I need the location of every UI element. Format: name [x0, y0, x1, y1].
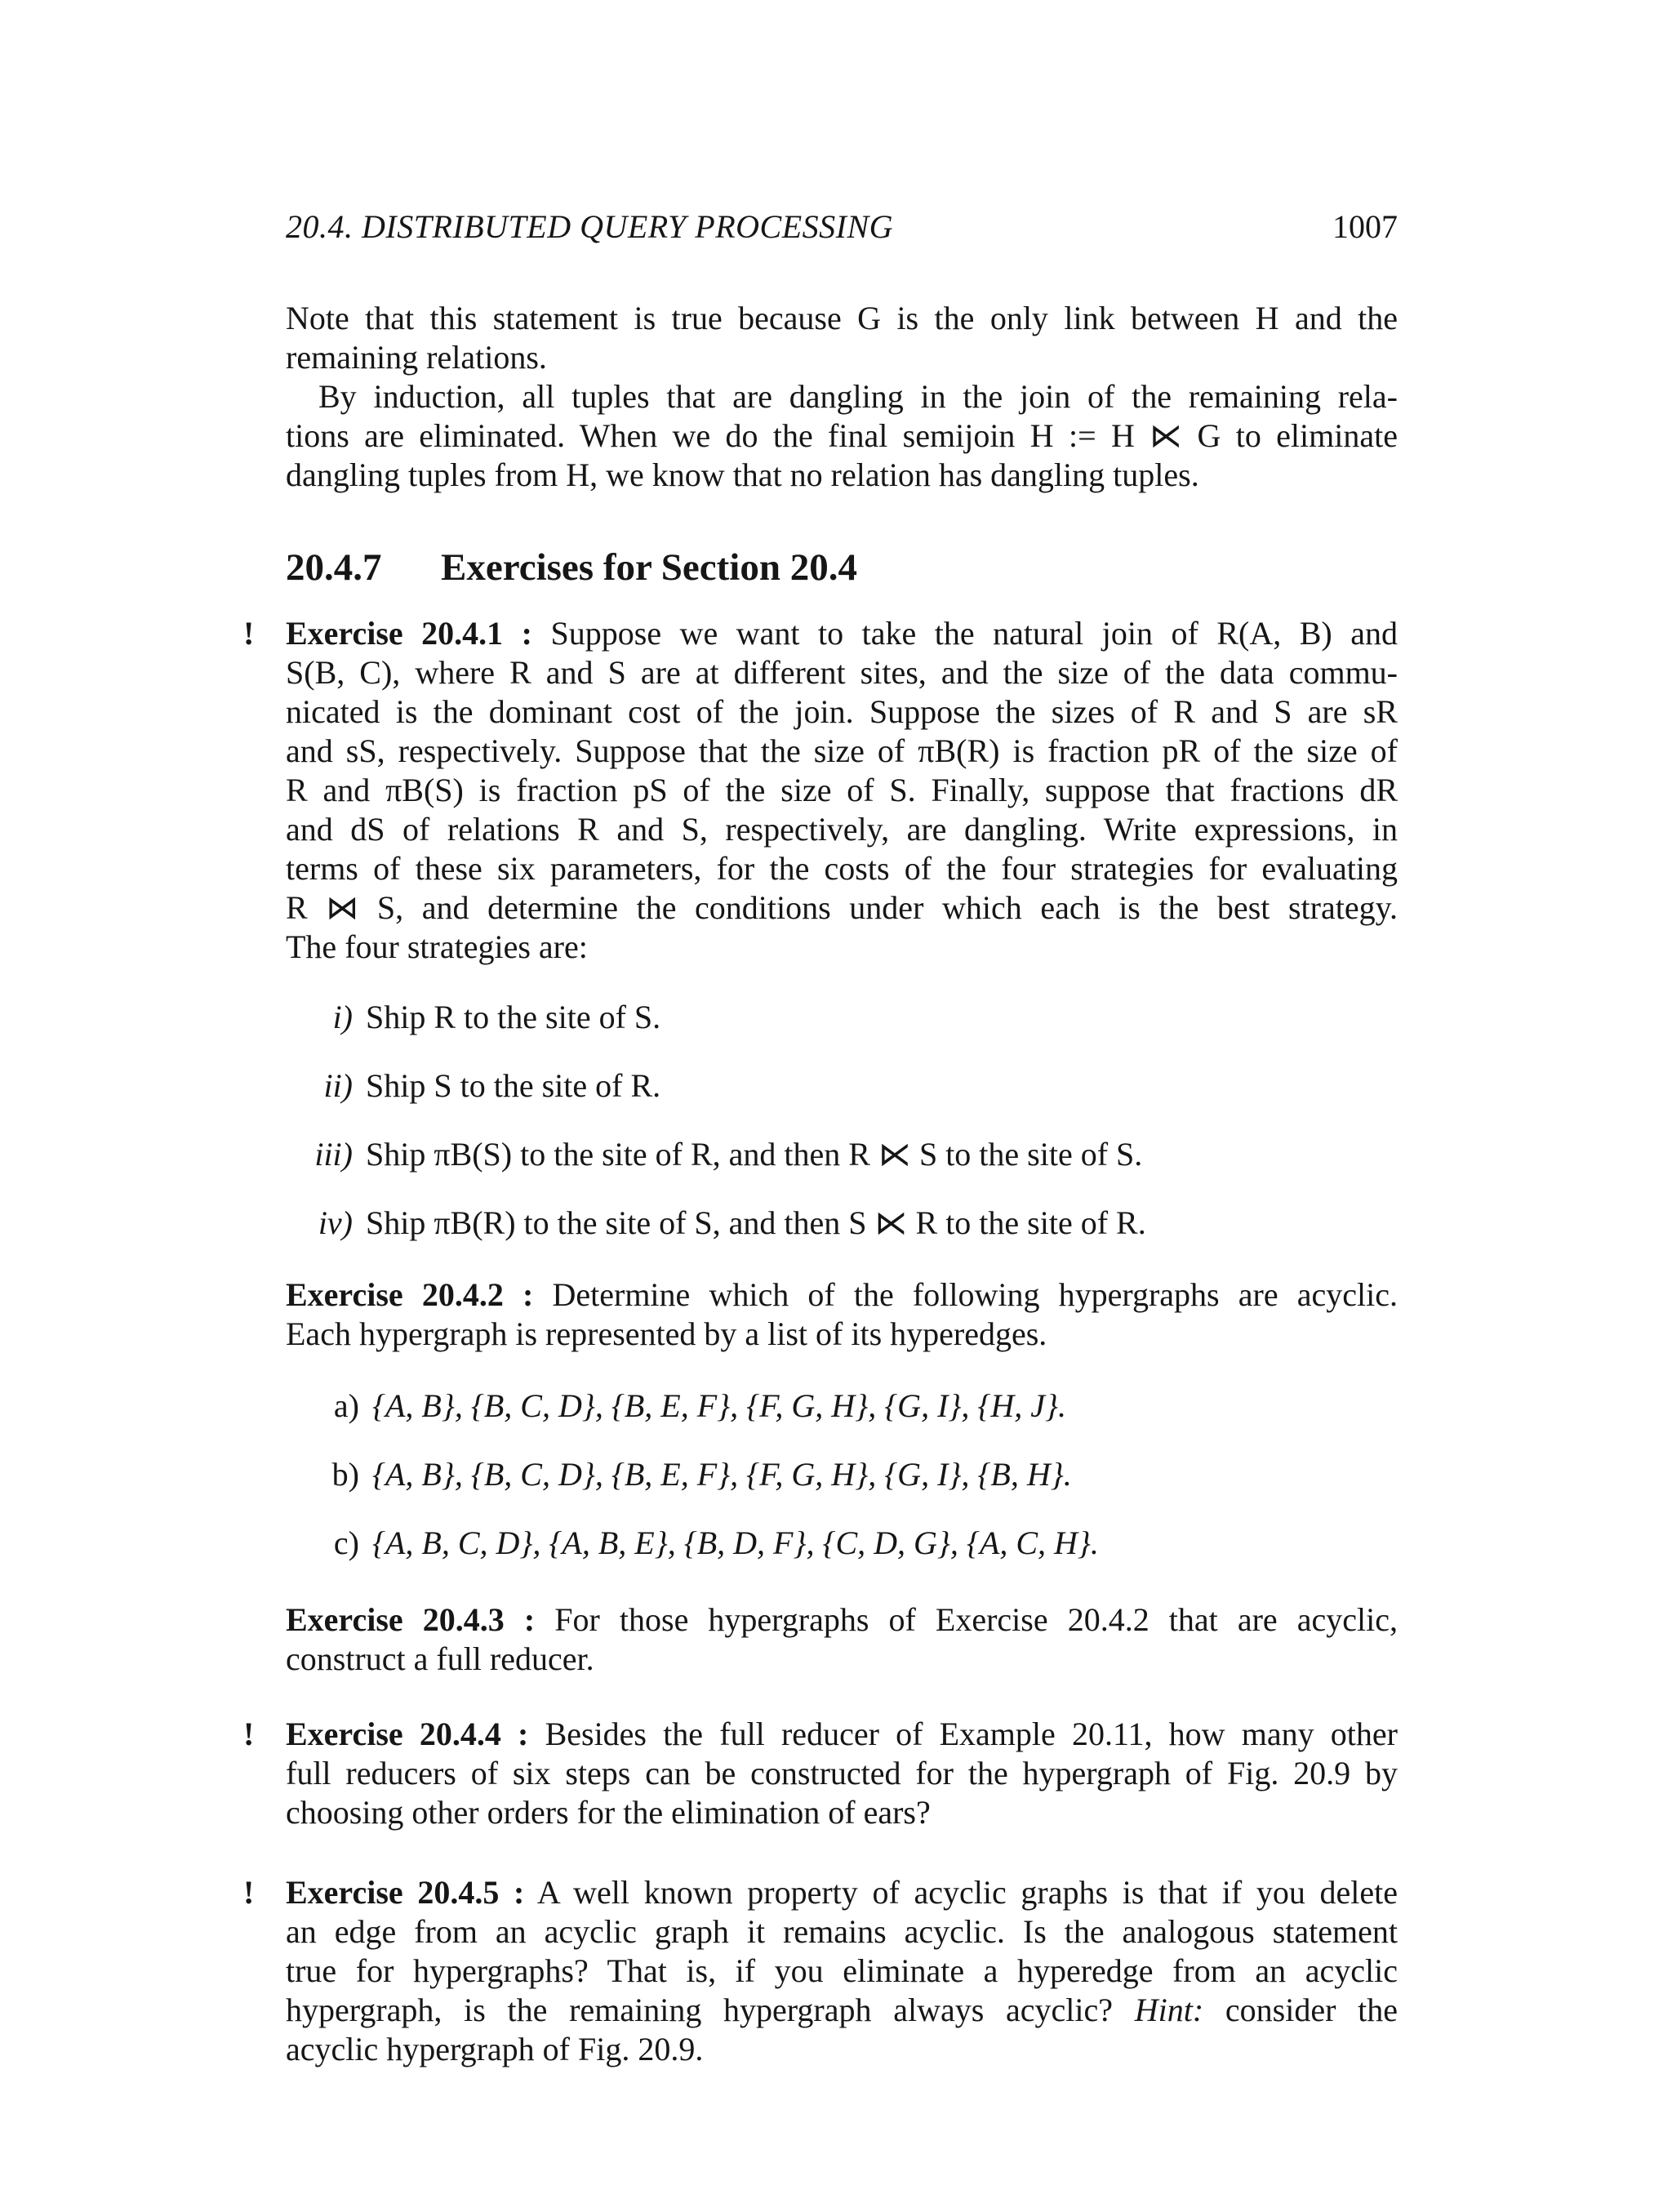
exercise-5-text: consider the	[1225, 1992, 1399, 2028]
intro-line-4: tions are eliminated. When we do the final semijoin H := H ⋉ G to eliminate	[286, 417, 1398, 454]
exercise-4-text: Besides the full reducer of Example 20.11, how many other	[545, 1716, 1398, 1752]
intro-line-3: By induction, all tuples that are dangling in the join of the remaining rela-	[318, 378, 1398, 415]
exercise-1-line-7: terms of these six parameters, for the costs of the four strategies for evaluating	[286, 850, 1398, 887]
list-item-label: c)	[333, 1524, 359, 1561]
hint-label: Hint:	[1134, 1992, 1204, 2028]
list-item-label: b)	[331, 1456, 359, 1493]
exercise-5-line-1	[286, 1873, 1398, 1912]
list-item-label: iii)	[314, 1136, 353, 1173]
list-item	[333, 1524, 1099, 1563]
exercise-2-line-2: Each hypergraph is represented by a list of its hyperedges.	[286, 1315, 1047, 1352]
list-item-text: Ship R to the site of S.	[366, 999, 661, 1035]
exercise-5-line-5: acyclic hypergraph of Fig. 20.9.	[286, 2031, 704, 2067]
difficulty-mark: !	[243, 615, 255, 652]
list-item	[318, 1204, 1146, 1243]
list-item-text: {A, B}, {B, C, D}, {B, E, F}, {F, G, H}, {G, I}, {B, H}.	[372, 1456, 1072, 1493]
exercise-3-line-2: construct a full reducer.	[286, 1640, 594, 1677]
difficulty-mark: !	[243, 1874, 255, 1911]
exercise-1-text: Suppose we want to take the natural join of R(A, B) and	[550, 615, 1398, 652]
exercise-4-label: Exercise 20.4.4 :	[286, 1716, 529, 1752]
intro-line-2: remaining relations.	[286, 339, 547, 376]
exercise-1-line-8: R ⋈ S, and determine the conditions under which each is the best strategy.	[286, 889, 1398, 926]
list-item-text: {A, B}, {B, C, D}, {B, E, F}, {F, G, H}, {G, I}, {H, J}.	[372, 1387, 1067, 1424]
exercise-1-label: Exercise 20.4.1 :	[286, 615, 533, 652]
exercise-5-line-4	[286, 1991, 1398, 2030]
list-item-label: iv)	[318, 1204, 353, 1241]
list-item-label: a)	[333, 1387, 359, 1424]
exercise-1-line-6: and dS of relations R and S, respectively, are dangling. Write expressions, in	[286, 811, 1398, 848]
exercise-1-line-2: S(B, C), where R and S are at different sites, and the size of the data commu-	[286, 654, 1398, 691]
intro-line-1: Note that this statement is true because G is the only link between H and the	[286, 300, 1398, 336]
list-item	[323, 1066, 661, 1106]
exercise-2-label: Exercise 20.4.2 :	[286, 1276, 534, 1313]
list-item-label: i)	[332, 999, 353, 1035]
exercise-1-line-9: The four strategies are:	[286, 928, 588, 965]
page-number: 1007	[1332, 208, 1398, 245]
exercise-3-text: For those hypergraphs of Exercise 20.4.2 that are acyclic,	[554, 1601, 1399, 1638]
exercise-3-label: Exercise 20.4.3 :	[286, 1601, 536, 1638]
section-heading	[286, 541, 857, 594]
list-item	[331, 1455, 1072, 1494]
list-item-text: Ship πB(S) to the site of R, and then R ⋉ S to the site of S.	[366, 1136, 1143, 1173]
exercise-1-line-3: nicated is the dominant cost of the join. Suppose the sizes of R and S are sR	[286, 693, 1398, 730]
running-head-title: 20.4. DISTRIBUTED QUERY PROCESSING	[286, 208, 894, 245]
list-item-text: Ship S to the site of R.	[366, 1067, 661, 1104]
running-head	[286, 204, 1398, 250]
exercise-4-line-3: choosing other orders for the elimination of ears?	[286, 1794, 931, 1831]
difficulty-mark: !	[243, 1716, 255, 1752]
section-title: Exercises for Section 20.4	[441, 546, 857, 589]
list-item-label: ii)	[323, 1067, 353, 1104]
exercise-5-label: Exercise 20.4.5 :	[286, 1874, 525, 1911]
exercise-1-line-4: and sS, respectively. Suppose that the size of πB(R) is fraction pR of the size of	[286, 732, 1398, 769]
intro-line-5: dangling tuples from H, we know that no relation has dangling tuples.	[286, 456, 1199, 493]
exercise-1-line-5: R and πB(S) is fraction pS of the size of S. Finally, suppose that fractions dR	[286, 772, 1398, 808]
exercise-3-line-1	[286, 1600, 1398, 1640]
exercise-4-line-1	[286, 1715, 1398, 1754]
list-item	[314, 1135, 1143, 1174]
exercise-2-text: Determine which of the following hypergraphs are acyclic.	[552, 1276, 1399, 1313]
exercise-4-line-2: full reducers of six steps can be constructed for the hypergraph of Fig. 20.9 by	[286, 1755, 1398, 1791]
list-item	[332, 998, 661, 1037]
exercise-2-line-1	[286, 1275, 1398, 1315]
exercise-5-text: A well known property of acyclic graphs is that if you delete	[536, 1874, 1398, 1911]
exercise-5-line-2: an edge from an acyclic graph it remains acyclic. Is the analogous statement	[286, 1913, 1398, 1950]
list-item-text: {A, B, C, D}, {A, B, E}, {B, D, F}, {C, D, G}, {A, C, H}.	[372, 1524, 1099, 1561]
exercise-1-line-1	[286, 614, 1398, 653]
list-item-text: Ship πB(R) to the site of S, and then S ⋉ R to the site of R.	[366, 1204, 1146, 1241]
list-item	[333, 1386, 1067, 1426]
exercise-5-text: hypergraph, is the remaining hypergraph always acyclic?	[286, 1992, 1114, 2028]
exercise-5-line-3: true for hypergraphs? That is, if you eliminate a hyperedge from an acyclic	[286, 1952, 1398, 1989]
section-number: 20.4.7	[286, 546, 382, 589]
